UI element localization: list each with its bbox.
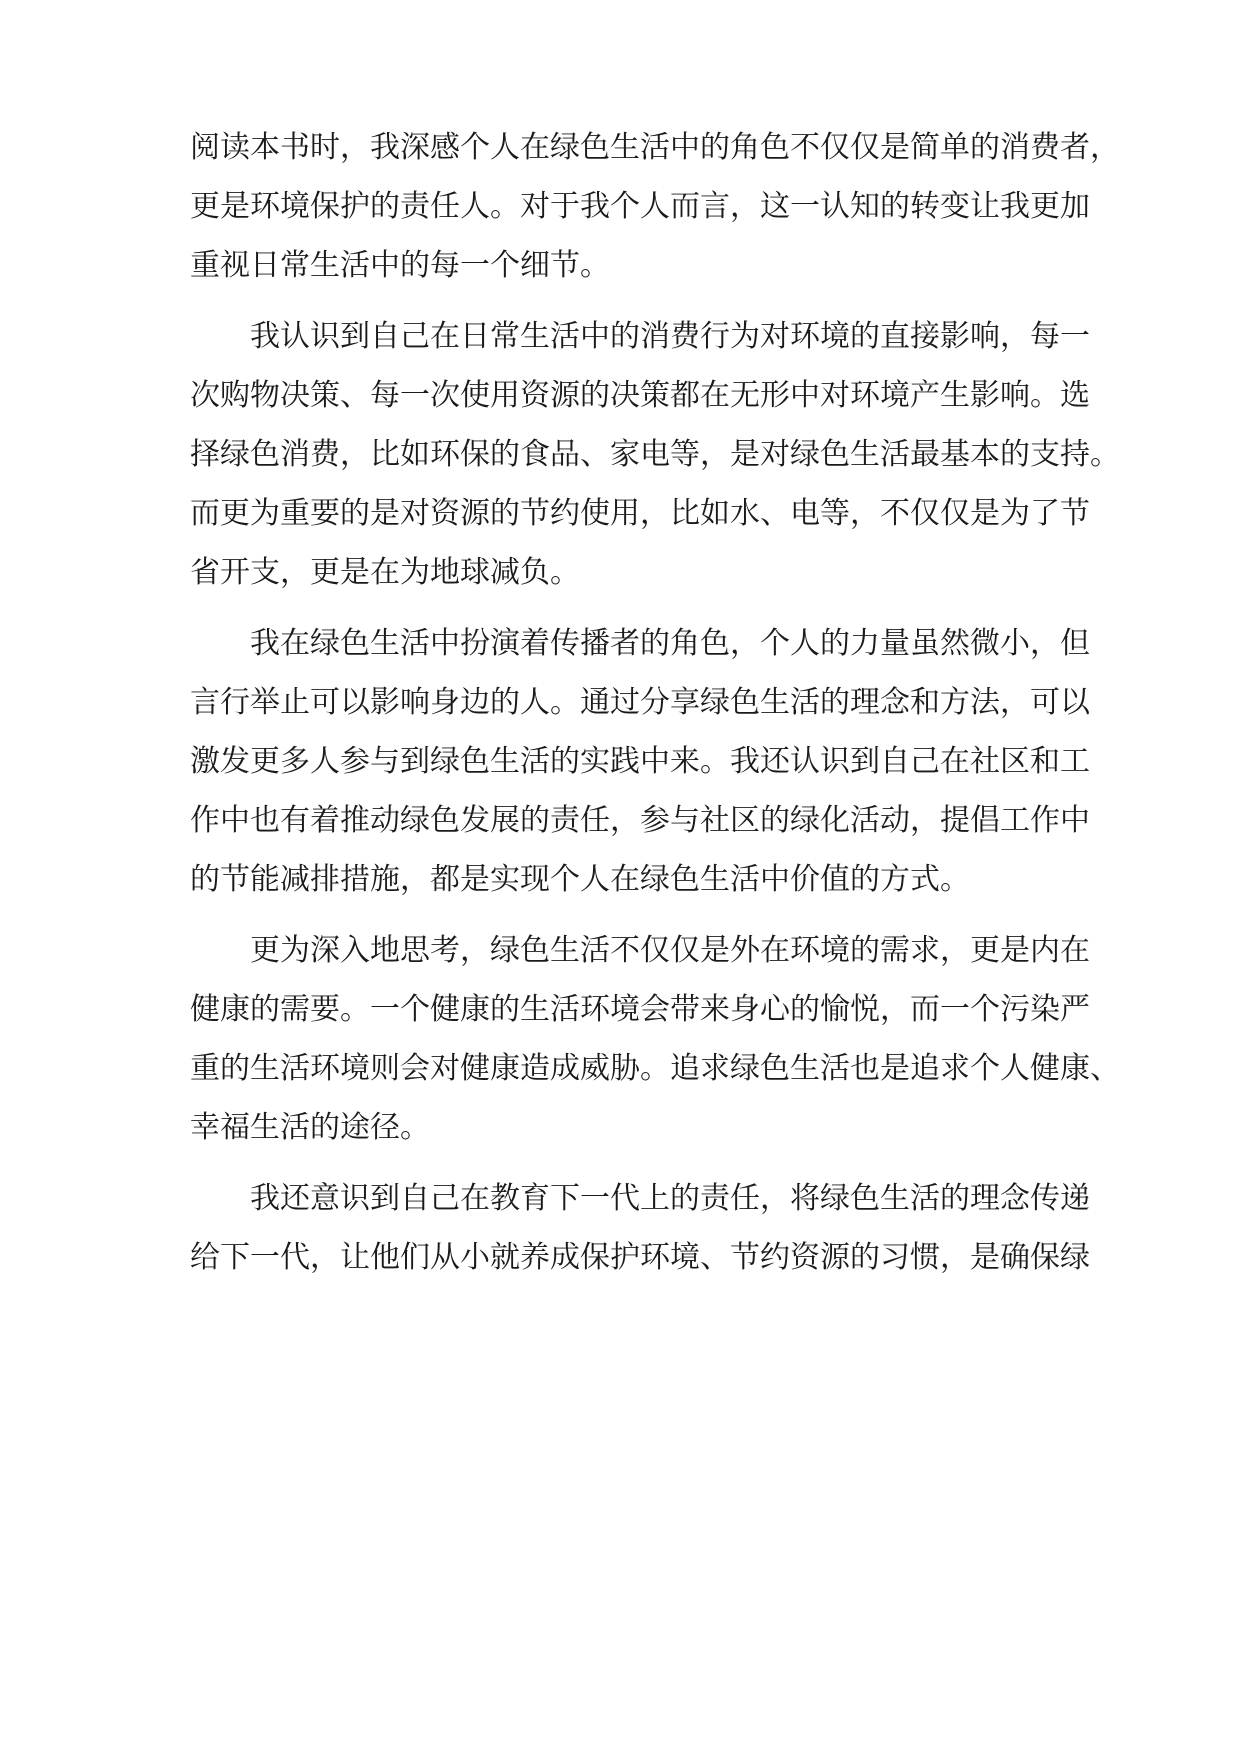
- text-line: 我还意识到自己在教育下一代上的责任，将绿色生活的理念传递: [250, 1181, 1090, 1216]
- text-line: 作中也有着推动绿色发展的责任，参与社区的绿化活动，提倡工作中: [190, 803, 1090, 838]
- text-line: 我认识到自己在日常生活中的消费行为对环境的直接影响，每一: [250, 319, 1090, 354]
- paragraph: [190, 307, 1120, 602]
- paragraph-spacing: [190, 1157, 1056, 1169]
- paragraph: [190, 921, 1120, 1157]
- paragraph-spacing: [190, 602, 1056, 614]
- paragraph: [190, 118, 1120, 295]
- document-body: [190, 118, 1120, 1287]
- text-line: 更是环境保护的责任人。对于我个人而言，这一认知的转变让我更加: [190, 189, 1090, 224]
- paragraph-spacing: [190, 909, 1056, 921]
- text-line: 重视日常生活中的每一个细节。: [190, 248, 610, 283]
- paragraph-spacing: [190, 295, 1056, 307]
- text-line: 次购物决策、每一次使用资源的决策都在无形中对环境产生影响。选: [190, 378, 1090, 413]
- text-line: 言行举止可以影响身边的人。通过分享绿色生活的理念和方法，可以: [190, 685, 1090, 720]
- text-line: 更为深入地思考，绿色生活不仅仅是外在环境的需求，更是内在: [250, 933, 1090, 968]
- text-line: 省开支，更是在为地球减负。: [190, 555, 580, 590]
- text-line: 择绿色消费，比如环保的食品、家电等，是对绿色生活最基本的支持。: [190, 437, 1120, 472]
- text-line: 幸福生活的途径。: [190, 1110, 430, 1145]
- text-line: 的节能减排措施，都是实现个人在绿色生活中价值的方式。: [190, 862, 970, 897]
- text-line: 阅读本书时，我深感个人在绿色生活中的角色不仅仅是简单的消费者，: [190, 130, 1120, 165]
- text-line: 我在绿色生活中扮演着传播者的角色，个人的力量虽然微小，但: [250, 626, 1090, 661]
- text-line: 健康的需要。一个健康的生活环境会带来身心的愉悦，而一个污染严: [190, 992, 1090, 1027]
- text-line: 重的生活环境则会对健康造成威胁。追求绿色生活也是追求个人健康、: [190, 1051, 1120, 1086]
- paragraph: [190, 614, 1090, 909]
- text-line: 激发更多人参与到绿色生活的实践中来。我还认识到自己在社区和工: [190, 744, 1090, 779]
- text-line: 给下一代，让他们从小就养成保护环境、节约资源的习惯，是确保绿: [190, 1240, 1090, 1275]
- text-line: 而更为重要的是对资源的节约使用，比如水、电等，不仅仅是为了节: [190, 496, 1090, 531]
- paragraph: [190, 1169, 1090, 1287]
